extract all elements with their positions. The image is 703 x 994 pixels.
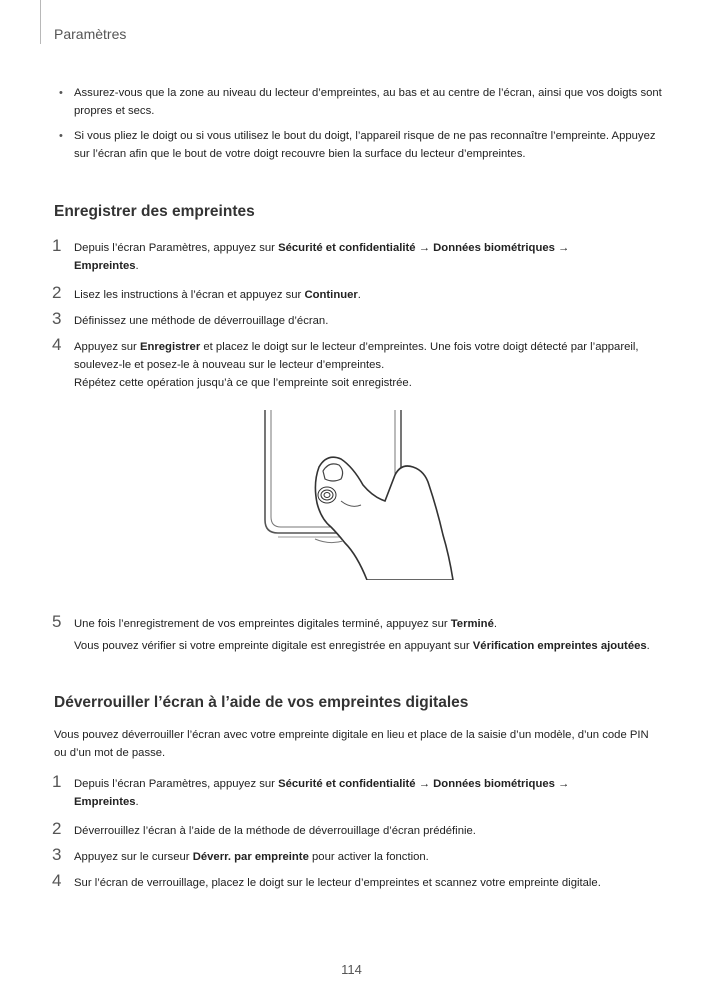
step-text: Définissez une méthode de déverrouillage d’écran.	[74, 315, 329, 327]
step-number: 4	[52, 871, 62, 890]
bullet-item	[59, 127, 664, 163]
step-number: 2	[52, 819, 62, 838]
step-text: Lisez les instructions à l’écran et appuyez sur Continuer.	[74, 289, 361, 301]
bullet-text: Si vous pliez le doigt ou si vous utilisez le bout du doigt, l’appareil risque de ne pas reconnaître l’empreinte. Appuyez sur l’écran afin que le bout de votre doigt recouvre bien la surface du lecteur d’empreintes.	[74, 130, 656, 160]
step-text: Déverrouillez l’écran à l’aide de la méthode de déverrouillage d’écran prédéfinie.	[74, 825, 476, 837]
section-title: Enregistrer des empreintes	[54, 203, 255, 220]
section-title: Déverrouiller l’écran à l’aide de vos empreintes digitales	[54, 694, 469, 711]
step-text: Depuis l’écran Paramètres, appuyez sur Sécurité et confidentialité → Données biométriques → Empreintes.	[74, 778, 570, 808]
step-number: 4	[52, 335, 62, 354]
fingerprint-illustration	[245, 405, 460, 580]
bullet-text: Assurez-vous que la zone au niveau du lecteur d’empreintes, au bas et au centre de l’écran, ainsi que vos doigts sont propres et secs.	[74, 87, 662, 117]
step-text: Une fois l’enregistrement de vos empreintes digitales terminé, appuyez sur Terminé.	[74, 618, 497, 630]
step-number: 3	[52, 309, 62, 328]
step-text: Sur l’écran de verrouillage, placez le doigt sur le lecteur d’empreintes et scannez votre empreinte digitale.	[74, 877, 601, 889]
corner-rule	[40, 0, 41, 44]
step-text: Depuis l’écran Paramètres, appuyez sur Sécurité et confidentialité → Données biométriques → Empreintes.	[74, 242, 570, 272]
step-number: 5	[52, 612, 62, 631]
step-number: 2	[52, 283, 62, 302]
palm-line	[315, 539, 343, 543]
step-note: Vous pouvez vérifier si votre empreinte digitale est enregistrée en appuyant sur Vérification empreintes ajoutées.	[74, 640, 650, 652]
bullet-icon: •	[59, 87, 63, 99]
bullet-icon: •	[59, 130, 63, 142]
step-number: 1	[52, 772, 62, 791]
running-header: Paramètres	[54, 26, 127, 42]
step-text: Appuyez sur Enregistrer et placez le doigt sur le lecteur d’empreintes. Une fois votre doigt détecté par l’appareil, soulevez-le et posez-le à nouveau sur le lecteur d’empreintes. Répétez cette opération jusqu’à ce que l’empreinte soit enregistrée.	[74, 341, 639, 389]
hand-outline	[315, 457, 453, 580]
section-intro: Vous pouvez déverrouiller l’écran avec votre empreinte digitale en lieu et place de la saisie d’un modèle, d’un code PIN ou d’un mot de passe.	[54, 729, 649, 759]
step-text: Appuyez sur le curseur Déverr. par empreinte pour activer la fonction.	[74, 851, 429, 863]
bullet-item	[59, 84, 664, 120]
step-number: 3	[52, 845, 62, 864]
step-number: 1	[52, 236, 62, 255]
page-number: 114	[341, 962, 362, 977]
